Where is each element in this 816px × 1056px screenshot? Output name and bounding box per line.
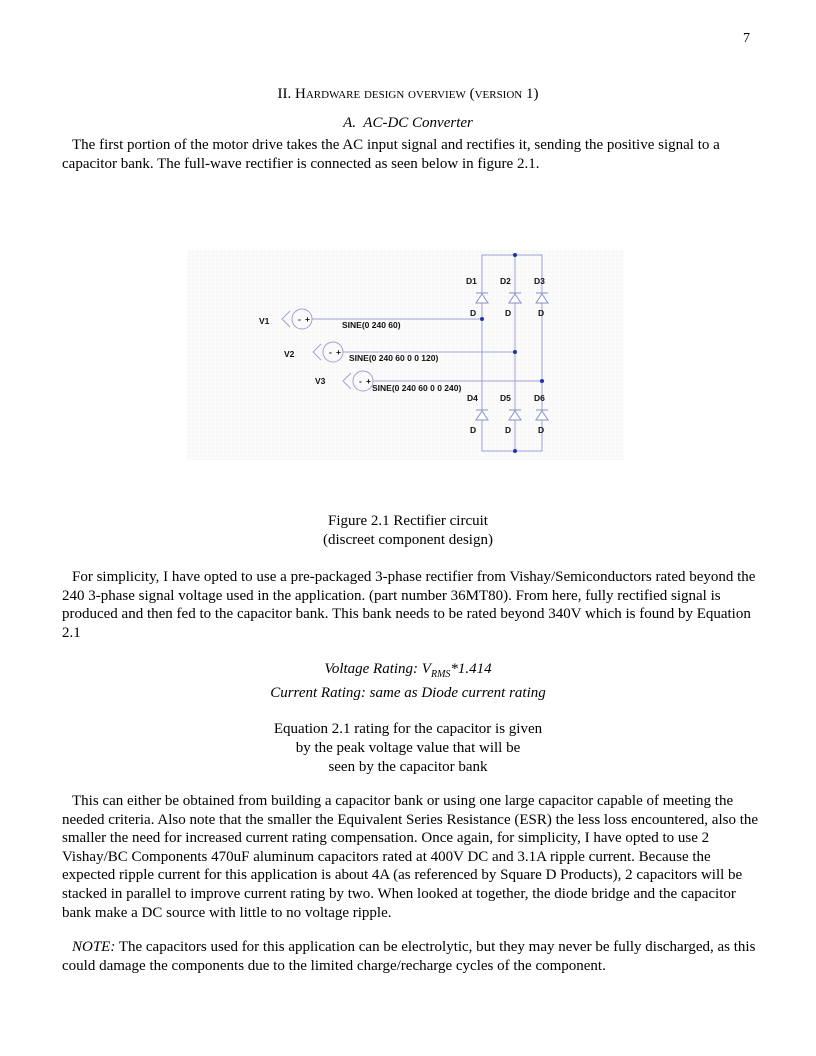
bus-outline <box>482 255 545 451</box>
section-heading <box>0 86 816 103</box>
source-minus-v2: - <box>329 347 332 357</box>
page-number: 7 <box>743 31 750 46</box>
source-plus-v3: + <box>366 376 371 386</box>
equation-block <box>0 660 816 703</box>
diode-model-d3: D <box>538 308 545 318</box>
junction-dot-2 <box>513 350 517 354</box>
ground-symbol-v3 <box>343 373 351 389</box>
equation-caption <box>0 720 816 777</box>
diode-label-d5: D5 <box>500 393 511 403</box>
rectifier-schematic <box>187 250 624 460</box>
diode-label-d3: D3 <box>534 276 545 286</box>
section-title: Hardware design overview (version 1) <box>295 86 539 102</box>
diode-label-d2: D2 <box>500 276 511 286</box>
equation-caption-line-2: by the peak voltage value that will be <box>295 740 521 756</box>
voltage-rating-suffix: *1.414 <box>450 661 492 677</box>
diode-model-d5: D <box>505 425 512 435</box>
junction-dot-top <box>513 253 517 257</box>
junction-dot-3 <box>540 379 544 383</box>
voltage-rating-equation <box>0 660 816 684</box>
note-text: The capacitors used for this application can be electrolytic, but they may never be fully discharged, as this could damage the components due to the limited charge/recharge cycles of the component. <box>62 939 756 974</box>
diode-model-d2: D <box>505 308 512 318</box>
source-spec-v1: SINE(0 240 60) <box>342 320 401 330</box>
diode-d3 <box>536 294 548 303</box>
diode-label-d6: D6 <box>534 393 545 403</box>
subsection-title: AC-DC Converter <box>363 115 473 131</box>
diode-d6 <box>536 411 548 420</box>
diode-model-d1: D <box>470 308 477 318</box>
note-label: NOTE: <box>72 939 116 955</box>
source-minus-v3: - <box>359 376 362 386</box>
ground-symbol-v1 <box>282 311 290 327</box>
diode-d4 <box>476 411 488 420</box>
equation-caption-line-3: seen by the capacitor bank <box>328 759 488 775</box>
section-number: II. <box>277 86 292 102</box>
intro-paragraph: The first portion of the motor drive takes the AC input signal and rectifies it, sending the positive signal to a capacitor bank. The full-wave rectifier is connected as seen below in figure 2.1. <box>62 137 720 172</box>
ground-symbol-v2 <box>313 344 321 360</box>
diode-model-d6: D <box>538 425 545 435</box>
diode-label-d1: D1 <box>466 276 477 286</box>
source-name-v2: V2 <box>284 349 295 359</box>
diode-d2 <box>509 294 521 303</box>
note-paragraph <box>62 938 762 975</box>
rectifier-paragraph: For simplicity, I have opted to use a pre-packaged 3-phase rectifier from Vishay/Semiconductors rated beyond the 240 3-phase signal voltage used in the application. (part number 36MT80). From here, fully rectified signal is produced and then fed to the capacitor bank. This bank needs to be rated beyond 340V which is found by Equation 2.1 <box>62 569 756 641</box>
diode-model-d4: D <box>470 425 477 435</box>
diode-d5 <box>509 411 521 420</box>
source-minus-v1: - <box>298 314 301 324</box>
source-plus-v2: + <box>336 347 341 357</box>
source-name-v3: V3 <box>315 376 326 386</box>
source-plus-v1: + <box>305 314 310 324</box>
subsection-label: A. <box>343 115 357 131</box>
figure-caption <box>0 512 816 550</box>
schematic-drawing <box>187 250 624 460</box>
voltage-rating-subscript: RMS <box>430 669 451 680</box>
subsection-heading <box>0 115 816 132</box>
junction-dot-1 <box>480 317 484 321</box>
equation-caption-line-1: Equation 2.1 rating for the capacitor is given <box>273 721 543 737</box>
diode-label-d4: D4 <box>467 393 478 403</box>
figure-caption-subtitle: (discreet component design) <box>323 532 493 548</box>
current-rating-equation: Current Rating: same as Diode current rating <box>270 685 546 701</box>
source-name-v1: V1 <box>259 316 270 326</box>
capacitor-paragraph: This can either be obtained from building a capacitor bank or using one large capacitor capable of meeting the needed criteria. Also note that the smaller the Equivalent Series Resistance (ESR) the less loss encountered, also the smaller the need for increased current rating compensation. Once again, for simplicity, I have opted to use 2 Vishay/BC Components 470uF aluminum capacitors rated at 400V DC and 3.1A ripple current. Because the expected ripple current for this application is about 4A (as referenced by Square D Products), 2 capacitors will be stacked in parallel to improve current rating by two. When looked at together, the diode bridge and the capacitor bank make a DC source with little to no voltage ripple. <box>62 793 759 921</box>
voltage-rating-prefix: Voltage Rating: V <box>324 661 431 677</box>
source-spec-v2: SINE(0 240 60 0 0 120) <box>349 353 439 363</box>
source-spec-v3: SINE(0 240 60 0 0 240) <box>372 383 462 393</box>
figure-caption-title: Figure 2.1 Rectifier circuit <box>328 513 488 529</box>
diode-d1 <box>476 294 488 303</box>
junction-dot-bottom <box>513 449 517 453</box>
